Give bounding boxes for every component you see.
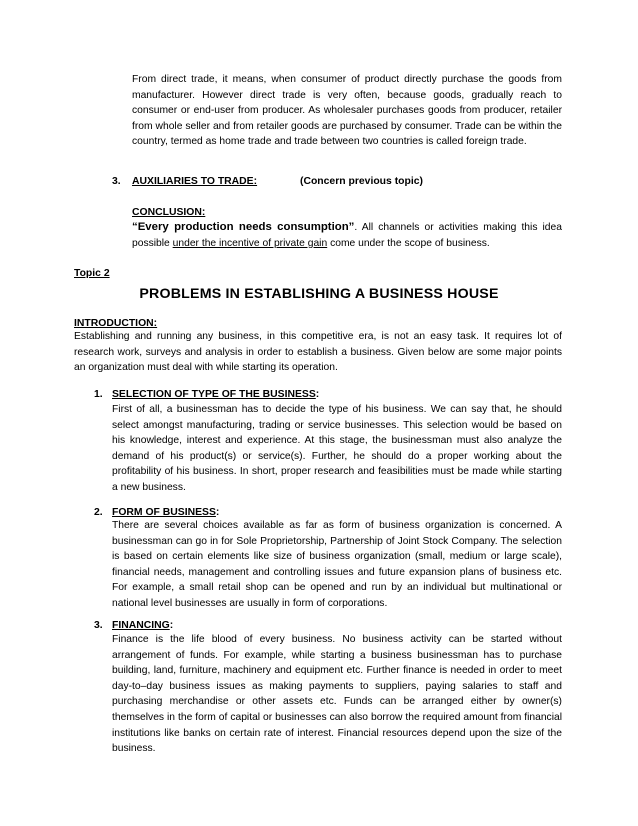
main-title: PROBLEMS IN ESTABLISHING A BUSINESS HOUSE: [139, 286, 499, 302]
point-3-number: 3.: [94, 620, 103, 631]
intro-paragraph-block: [132, 72, 562, 150]
point-2-title: FORM OF BUSINESS: [112, 507, 216, 518]
point-3-heading: [112, 620, 173, 631]
point-2-heading: [112, 507, 219, 518]
point-3-title: FINANCING: [112, 620, 170, 631]
conclusion-label: CONCLUSION:: [132, 207, 206, 218]
intro-paragraph: From direct trade, it means, when consumer of product directly purchase the goods from manufacturer. However direct trade is very often, because goods, gradually reach to consumer or end-user from producer. As wholesaler purchases goods from producer, retailer from whole seller and from retailer goods are purchased by consumer. Trade can be within the country, termed as home trade and trade between two countries is called foreign trade.: [132, 74, 562, 148]
conclusion-text-before: . All channels or activities making this idea possible: [132, 222, 562, 249]
point-1-number: 1.: [94, 389, 103, 400]
conclusion-paragraph: [132, 220, 562, 251]
topic-label: Topic 2: [74, 268, 110, 279]
introduction-label: INTRODUCTION:: [74, 318, 158, 329]
point-2-number: 2.: [94, 507, 103, 518]
point-3-colon: :: [169, 620, 174, 631]
point-1-block: [112, 402, 562, 496]
auxiliaries-number: 3.: [112, 176, 121, 187]
conclusion-quote: “Every production needs consumption”: [132, 221, 355, 233]
conclusion-block: [132, 220, 562, 251]
introduction-text: Establishing and running any business, in this competitive era, is not an easy task. It requires lot of research work, surveys and analysis in order to establish a business. Given below are some major points an organization must deal with while starting its operation.: [74, 331, 562, 374]
auxiliaries-title: AUXILIARIES TO TRADE:: [132, 176, 258, 187]
introduction-block: [74, 329, 562, 376]
point-2-text: There are several choices available as far as form of business organization is concerned. A businessman can go in for Sole Proprietorship, Partnership of Joint Stock Company. The selection is based on certain elements like size of business organization (small, medium or large scale), financial needs, management and controlling issues and future expansion plans of business etc. For example, a small retail shop can be opened and run by an individual but multinational or national level businesses are usually in form of corporations.: [112, 520, 562, 609]
conclusion-text-after: come under the scope of business.: [327, 237, 490, 249]
conclusion-underlined: under the incentive of private gain: [172, 237, 328, 249]
point-3-block: [112, 632, 562, 757]
point-1-heading: [112, 389, 319, 400]
point-1-text: First of all, a businessman has to decide the type of his business. We can say that, he should select amongst manufacturing, trading or service businesses. This selection would be based on his knowledge, interest and experience. At this stage, the businessman must also analyze the demand of his product(s) or service(s). Further, he should do a proper working about the profitability of his business. In short, proper research and feasibilities must be made while starting a new business.: [112, 404, 562, 493]
point-2-block: [112, 518, 562, 612]
point-2-colon: :: [215, 507, 220, 518]
point-1-title: SELECTION OF TYPE OF THE BUSINESS: [112, 389, 316, 400]
point-1-colon: :: [315, 389, 320, 400]
point-3-text: Finance is the life blood of every business. No business activity can be started without arrangement of funds. For example, while starting a business businessman has to purchase building, land, furniture, machinery and equipment etc. Further finance is needed in order to meet day-to–day business issues as making payments to suppliers, paying salaries to staff and purchasing merchandise or other assets etc. Funds can be arranged either by owner(s) themselves in the form of capital or businesses can also borrow the required amount from financial institutions like banks on certain rate of interest. Financial resources depend upon the size of the business.: [112, 634, 562, 755]
auxiliaries-note: (Concern previous topic): [300, 176, 423, 187]
